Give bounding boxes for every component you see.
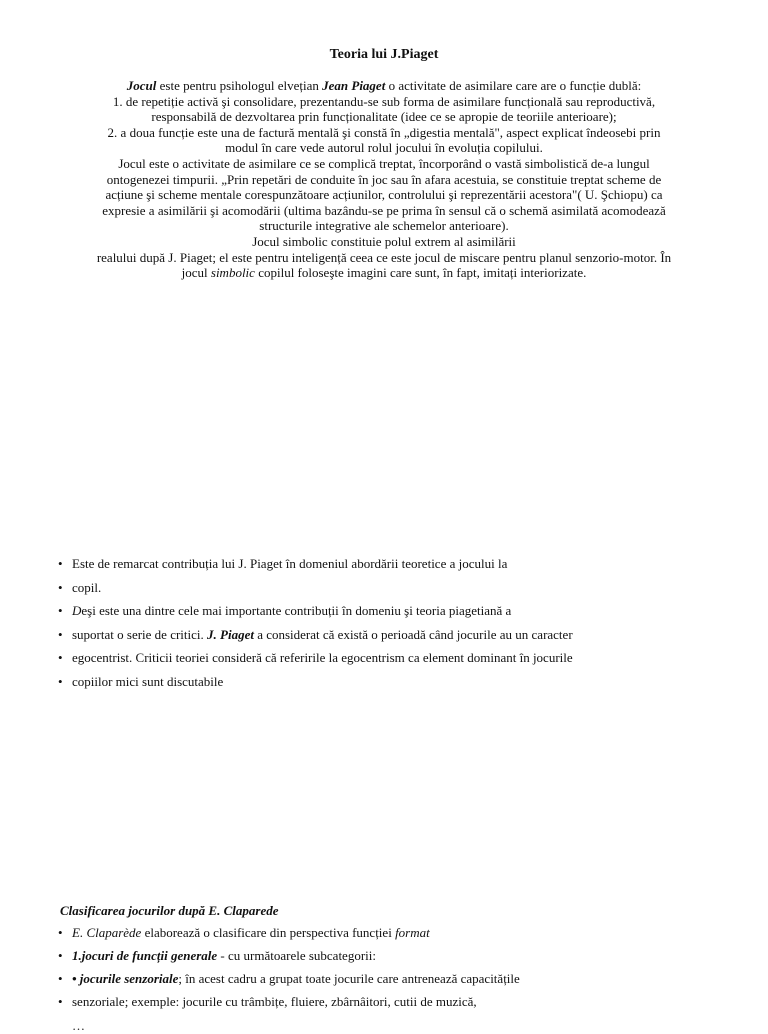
document-title: Teoria lui J.Piaget bbox=[329, 47, 439, 62]
list-item bbox=[58, 579, 738, 603]
list-item bbox=[58, 993, 738, 1016]
paragraph-4: Jocul simbolic constituie polul extrem al asimilării bbox=[252, 233, 516, 249]
name-jean-piaget: Jean Piaget bbox=[322, 78, 386, 93]
list-item bbox=[58, 924, 738, 947]
term-simbolic: simbolic bbox=[210, 265, 255, 281]
truncated-line: … bbox=[72, 1018, 85, 1033]
bullet-icon: • bbox=[58, 603, 63, 619]
list-item bbox=[58, 602, 738, 626]
intro-text-1: este pentru psihologul elvețian bbox=[156, 78, 323, 93]
paragraph-3: Jocul este o activitate de asimilare ce se complică treptat, încorporând o vastă simbolistică de-a lungul ontogenezei timpurii. „Prin repetări de conduite în joc sau în afara acestuia, se constituie treptat scheme de acțiune şi scheme mentale corespunzătoare acțiunilor, controlului şi reprezentării acestora"( U. Şchiopu) ca expresie a asimilării şi acomodării (ultima bazându-se pe prima în sensul că o schemă asimilată acomodează structurile integrative ale schemelor anterioare). bbox=[102, 155, 666, 234]
bullet-icon: • bbox=[58, 925, 63, 940]
paragraph-1: 1. de repetiție activă şi consolidare, prezentandu-se sub forma de asimilare funcțională sau reproductivă, responsabilă de dezvoltarea prin funcționalitate (idee ce se apropie de teoriile anterioare); bbox=[112, 93, 656, 125]
bullet-icon: • bbox=[58, 579, 63, 595]
paragraph-2: 2. a doua funcție este una de factură mentală şi constă în „digestia mentală", aspect explicat îndeosebi prin modul în care vede autorul rolul jocului în evoluția copilului. bbox=[107, 124, 661, 156]
list-item bbox=[58, 626, 738, 650]
list-item bbox=[58, 673, 738, 697]
list-item-text: elaborează o clasificare din perspectiva funcției bbox=[141, 925, 396, 940]
list-item-text: copiilor mici sunt discutabile bbox=[72, 673, 224, 689]
list-item-text: egocentrist. Criticii teoriei consideră că referirile la egocentrism ca element dominant în jocurile bbox=[72, 650, 573, 666]
intro-text-2: o activitate de asimilare care are o funcție dublă: bbox=[385, 78, 642, 93]
subcategory-label: • jocurile senzoriale bbox=[72, 971, 179, 986]
section-heading: Clasificarea jocurilor după E. Claparede bbox=[60, 903, 279, 918]
list-item-text: Este de remarcat contribuția lui J. Piaget în domeniul abordării teoretice a jocului la bbox=[72, 556, 508, 571]
list-item-text: suportat o serie de critici. bbox=[72, 626, 208, 642]
term-format: format bbox=[395, 925, 430, 940]
critique-bullet-list bbox=[58, 555, 738, 697]
list-item-text: - cu următoarele subcategorii: bbox=[217, 948, 376, 963]
category-label: 1.jocuri de funcții generale bbox=[72, 948, 218, 963]
bullet-icon: • bbox=[58, 650, 63, 666]
list-item bbox=[58, 649, 738, 673]
paragraph-5 bbox=[90, 250, 678, 281]
italic-letter: D bbox=[72, 603, 82, 619]
para5-text-1: realului după J. Piaget; el este pentru inteligență ceea ce este jocul de miscare pentru planul senzorio-motor. În jocul bbox=[96, 249, 672, 281]
list-item-text: senzoriale; exemple: jocurile cu trâmbițe, fluiere, zbârnâitori, cutii de muzică, bbox=[72, 994, 477, 1009]
term-jocul: Jocul bbox=[126, 78, 157, 93]
bullet-icon: • bbox=[58, 673, 63, 689]
list-item bbox=[58, 947, 738, 970]
bullet-icon: • bbox=[58, 556, 63, 571]
list-item bbox=[58, 970, 738, 993]
list-item-text: ; în acest cadru a grupat toate jocurile care antrenează capacitățile bbox=[178, 971, 520, 986]
para5-text-2: copilul foloseşte imagini care sunt, în fapt, imitați interiorizate. bbox=[254, 265, 587, 281]
classification-bullet-list bbox=[58, 924, 738, 1016]
list-item bbox=[58, 555, 738, 579]
name-claparede: E. Claparède bbox=[72, 925, 142, 940]
list-item-text: copil. bbox=[72, 579, 102, 595]
bullet-icon: • bbox=[58, 971, 63, 986]
bullet-icon: • bbox=[58, 994, 63, 1009]
intro-paragraph bbox=[90, 78, 678, 94]
list-item-text: eşi este una dintre cele mai importante contribuții în domeniu şi teoria piagetiană a bbox=[81, 603, 512, 619]
piaget-theory-text bbox=[90, 78, 678, 281]
bullet-icon: • bbox=[58, 948, 63, 963]
name-j-piaget: J. Piaget bbox=[207, 626, 254, 642]
list-item-text: a considerat că există o perioadă când jocurile au un caracter bbox=[253, 626, 573, 642]
bullet-icon: • bbox=[58, 626, 63, 642]
